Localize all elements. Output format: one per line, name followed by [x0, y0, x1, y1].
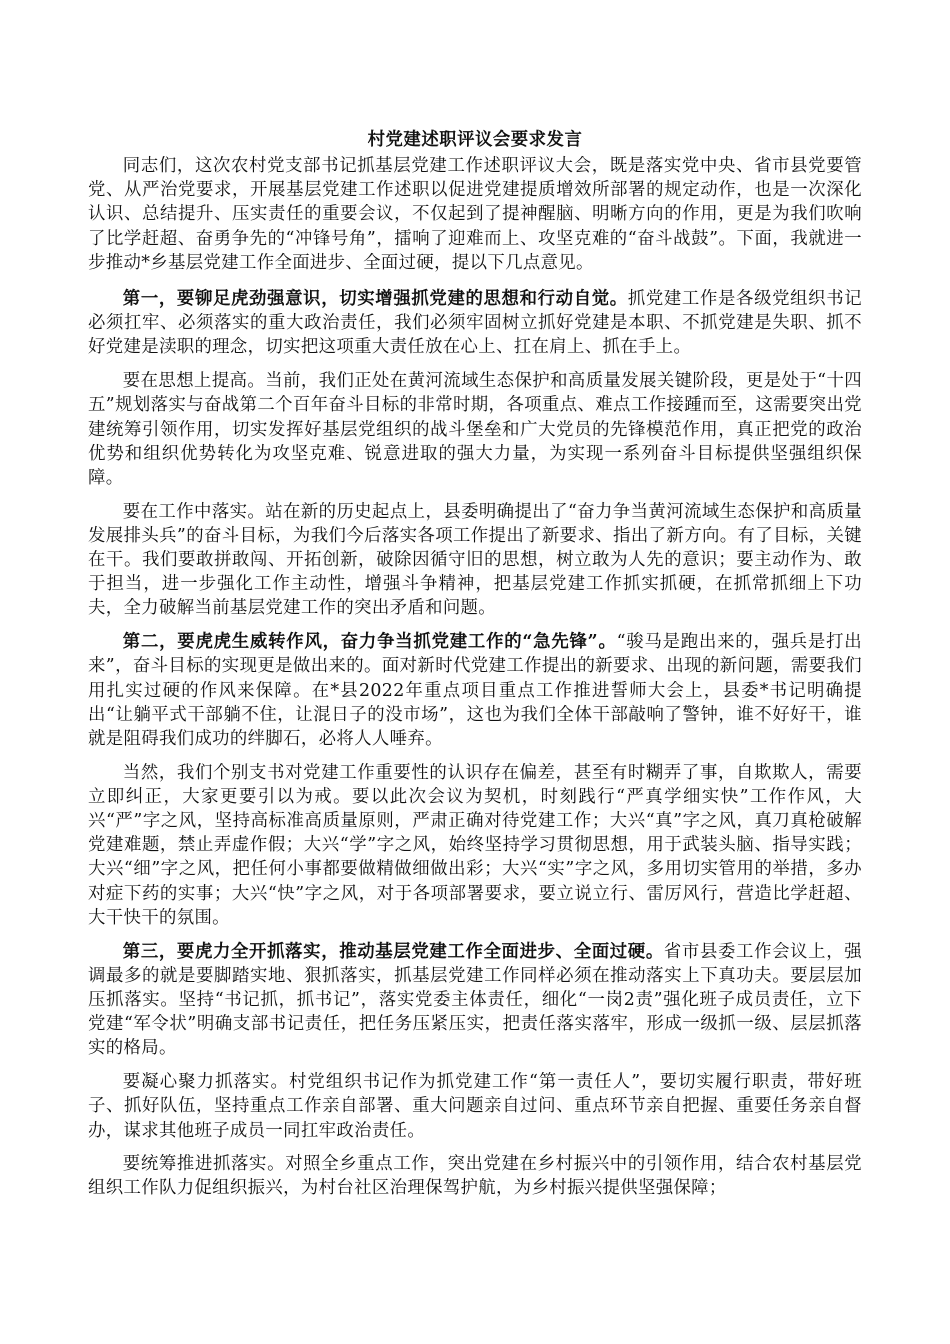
- paragraph-coordination: [88, 1152, 862, 1200]
- paragraph-thinking: [88, 369, 862, 490]
- paragraph-heading: 第二，要虎虎生威转作风，奋力争当抓党建工作的“急先锋”。: [122, 632, 617, 653]
- paragraph-text: 同志们，这次农村党支部书记抓基层党建工作述职评议大会，既是落实党中央、省市县党要管党、从严治党要求，开展基层党建工作述职以促进党建提质增效所部署的规定动作，也是一次深化认识、总结提升、压实责任的重要会议，不仅起到了提神醒脑、明晰方向的作用，更是为我们吹响了比学赶超、奋勇争先的“冲锋号角”，擂响了迎难而上、攻坚克难的“奋斗战鼓”。下面，我就进一步推动*乡基层党建工作全面进步、全面过硬，提以下几点意见。: [88, 156, 862, 273]
- paragraph-text: 要统筹推进抓落实。对照全乡重点工作，突出党建在乡村振兴中的引领作用，结合农村基层党组织工作队力促组织振兴，为村台社区治理保驾护航，为乡村振兴提供坚强保障；: [88, 1154, 862, 1199]
- paragraph-unity: [88, 1070, 862, 1143]
- paragraph-style: [88, 761, 862, 930]
- paragraph-intro: [88, 154, 862, 275]
- paragraph-text: 要在工作中落实。站在新的历史起点上，县委明确提出了“奋力争当黄河流域生态保护和高质量发展排头兵”的奋斗目标，为我们今后落实各项工作提出了新要求、指出了新方向。有了目标，关键在干。我们要敢拼敢闯、开拓创新，破除因循守旧的思想，树立敢为人先的意识；要主动作为、敢于担当，进一步强化工作主动性，增强斗争精神，把基层党建工作抓实抓硬，在抓常抓细上下功夫，全力破解当前基层党建工作的突出矛盾和问题。: [88, 501, 862, 619]
- paragraph-text: 省市县委工作会议上，强调最多的就是要脚踏实地、狠抓落实，抓基层党建工作同样必须在推动落实上下真功夫。要层层加压抓落实。坚持“书记抓，抓书记”，落实党委主体责任，细化“一岗2责”强化班子成员责任，立下党建“军令状”明确支部书记责任，把任务压紧压实，把责任落实落牢，形成一级抓一级、层层抓落实的格局。: [88, 941, 862, 1059]
- paragraph-text: 当然，我们个别支书对党建工作重要性的认识存在偏差，甚至有时糊弄了事，自欺欺人，需要立即纠正，大家更要引以为戒。要以此次会议为契机，时刻践行“严真学细实快”工作作风，大兴“严”字之风，坚持高标准高质量原则，严肃正确对待党建工作；大兴“真”字之风，真刀真枪破解党建难题，禁止弄虚作假；大兴“学”字之风，始终坚持学习贯彻思想，用于武装头脑、指导实践；大兴“细”字之风，把任何小事都要做精做细做出彩；大兴“实”字之风，多用切实管用的举措，多办对症下药的实事；大兴“快”字之风，对于各项部署要求，要立说立行、雷厉风行，营造比学赶超、大干快干的氛围。: [88, 762, 862, 928]
- document-page: [88, 128, 862, 1201]
- paragraph-text: 抓党建工作是各级党组织书记必须扛牢、必须落实的重大政治责任，我们必须牢固树立抓好党建是本职、不抓党建是失职、抓不好党建是渎职的理念，切实把这项重大责任放在心上、扛在肩上、抓在手上。: [88, 289, 862, 358]
- document-title: 村党建述职评议会要求发言: [367, 130, 583, 150]
- paragraph-point-one: [88, 287, 862, 360]
- paragraph-text: “骏马是跑出来的，强兵是打出来”，奋斗目标的实现更是做出来的。面对新时代党建工作提出的新要求、出现的新问题，需要我们用扎实过硬的作风来保障。在*县2022年重点项目重点工作推进誓师大会上，县委*书记明确提出“让躺平式干部躺不住，让混日子的没市场”，这也为我们全体干部敲响了警钟，谁不好好干，谁就是阻碍我们成功的绊脚石，必将人人唾弃。: [88, 632, 862, 749]
- paragraph-heading: 第三，要虎力全开抓落实，推动基层党建工作全面进步、全面过硬。: [122, 941, 664, 962]
- paragraph-heading: 第一，要铆足虎劲强意识，切实增强抓党建的思想和行动自觉。: [122, 289, 628, 310]
- paragraph-text: 要凝心聚力抓落实。村党组织书记作为抓党建工作“第一责任人”，要切实履行职责，带好班子、抓好队伍，坚持重点工作亲自部署、重大问题亲自过问、重点环节亲自把握、重要任务亲自督办，谋求其他班子成员一同扛牢政治责任。: [88, 1072, 862, 1141]
- paragraph-work: [88, 500, 862, 621]
- paragraph-point-two: [88, 630, 862, 751]
- paragraph-text: 要在思想上提高。当前，我们正处在黄河流域生态保护和高质量发展关键阶段，更是处于“十四五”规划落实与奋战第二个百年奋斗目标的非常时期，各项重点、难点工作接踵而至，这需要突出党建统筹引领作用，切实发挥好基层党组织的战斗堡垒和广大党员的先锋模范作用，真正把党的政治优势和组织优势转化为攻坚克难、锐意进取的强大力量，为实现一系列奋斗目标提供坚强组织保障。: [88, 371, 862, 488]
- paragraph-point-three: [88, 940, 862, 1061]
